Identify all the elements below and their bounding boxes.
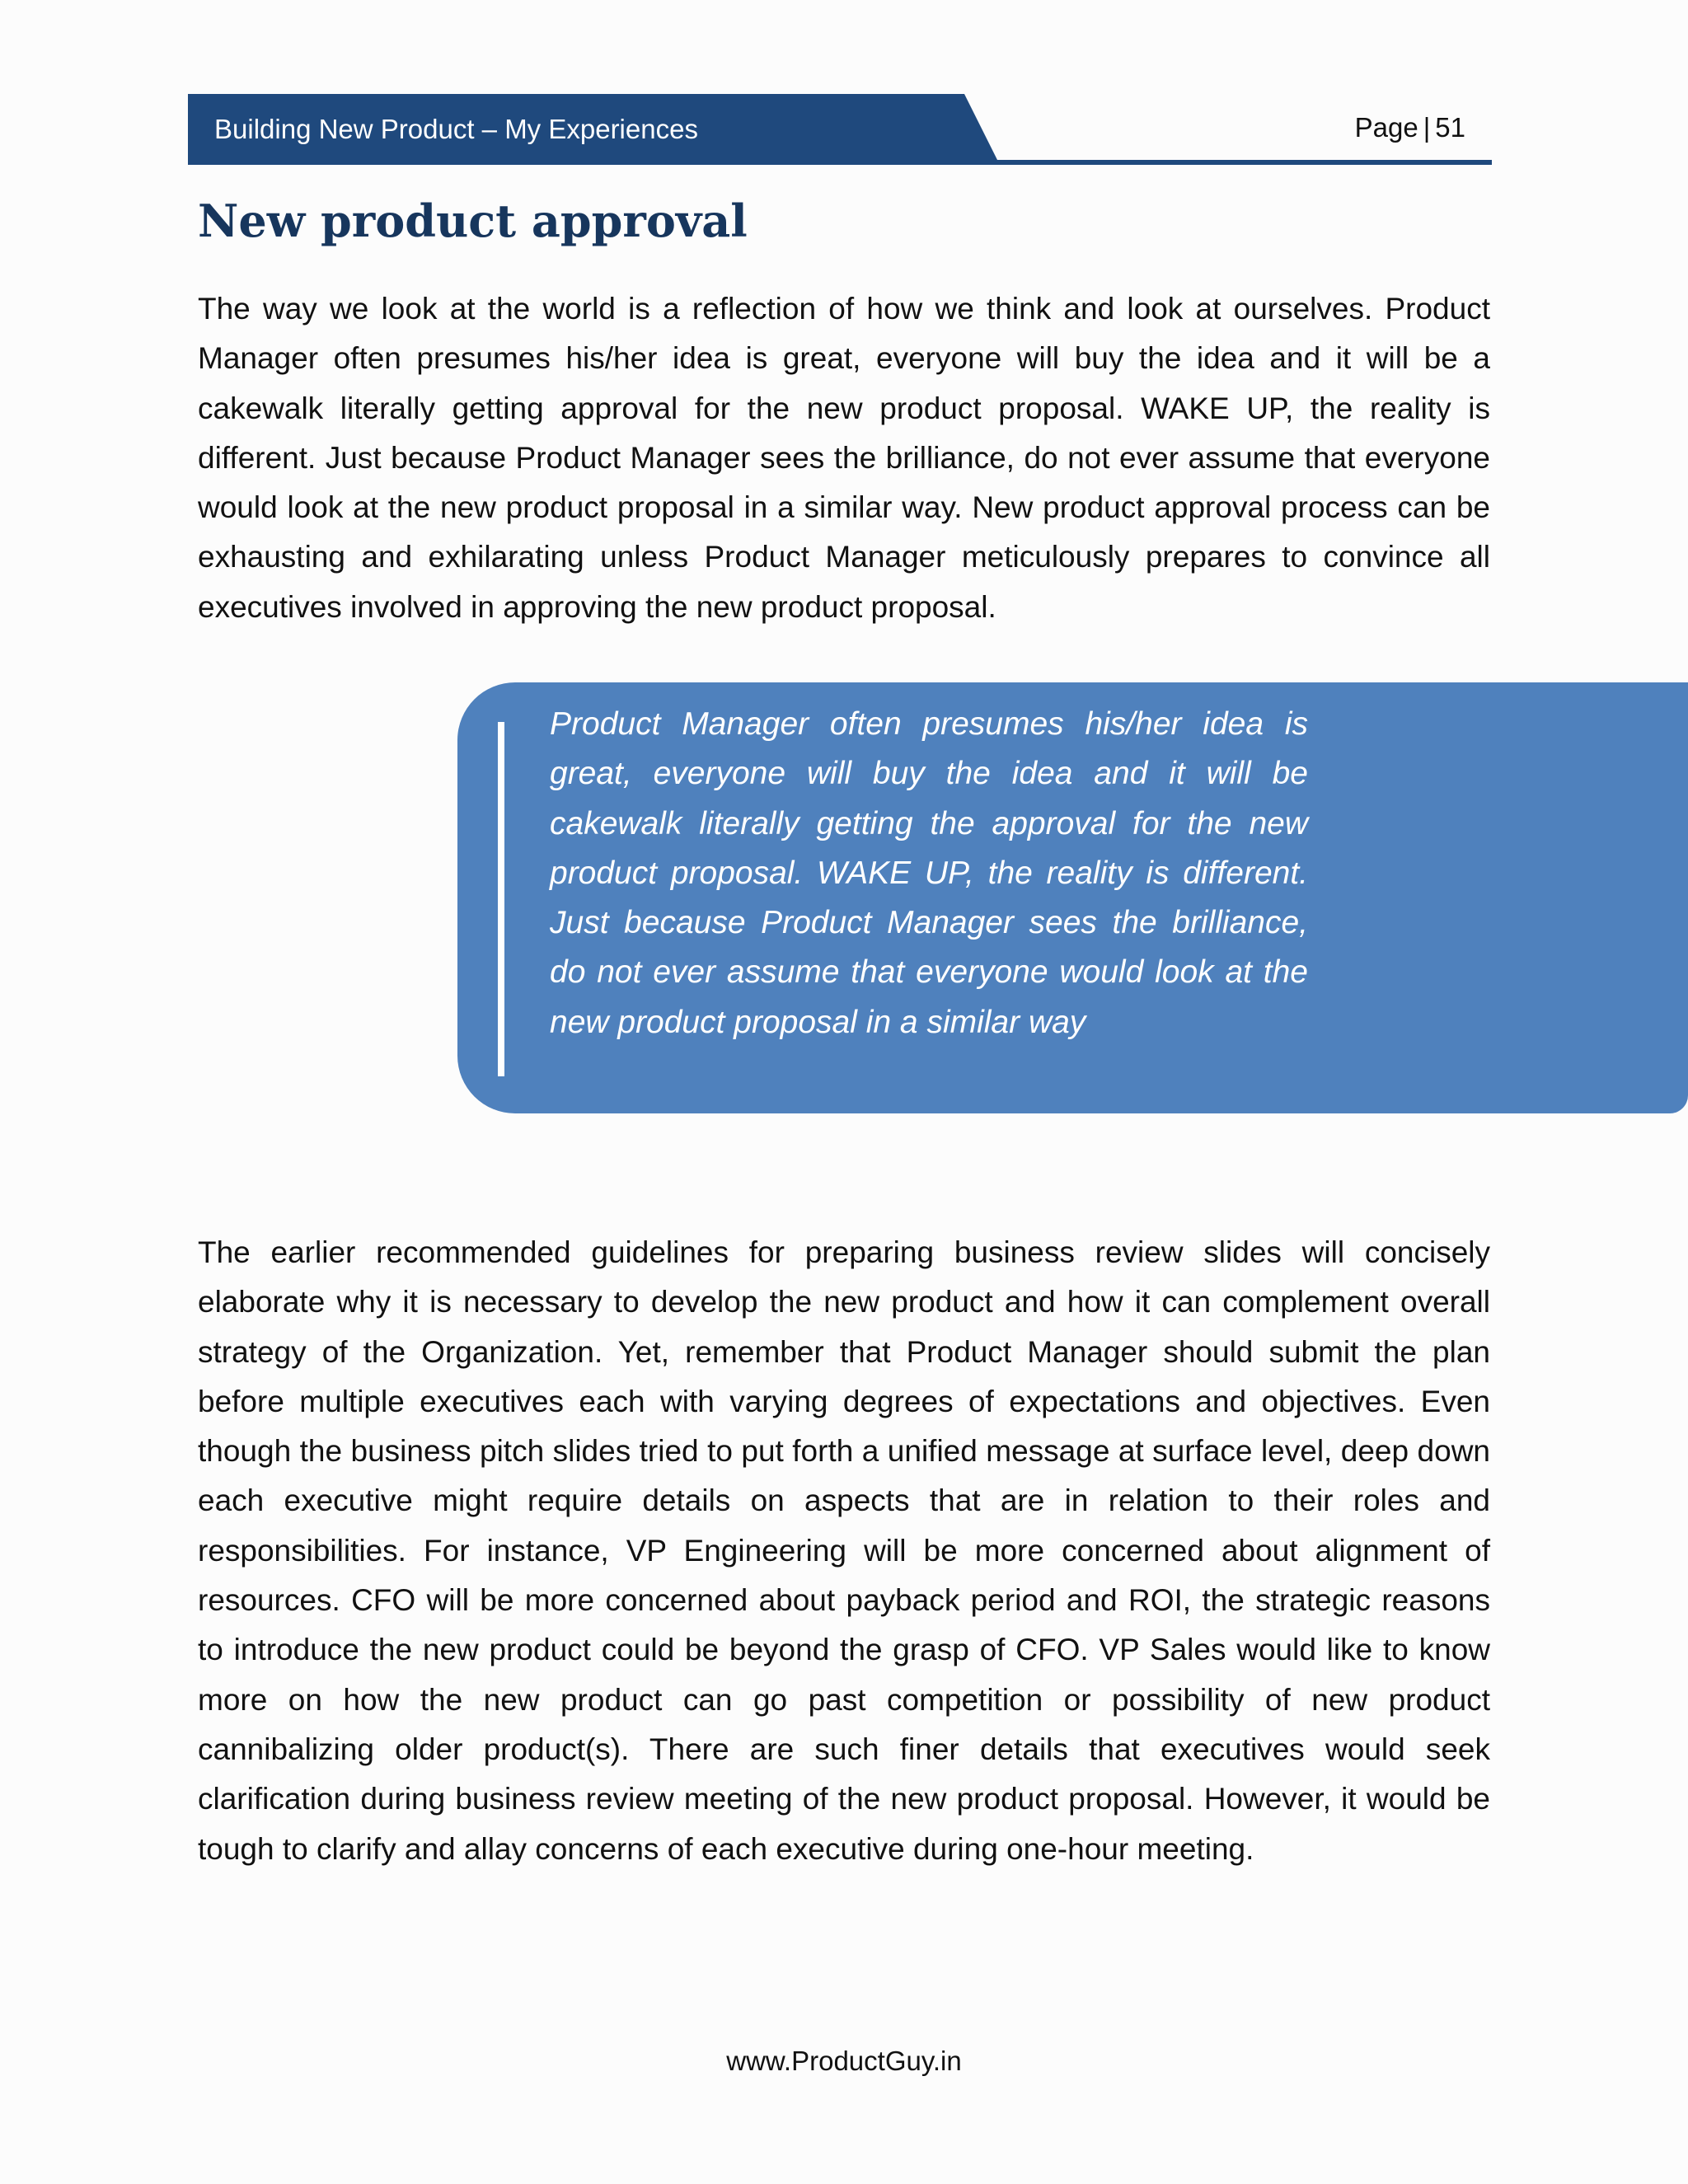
body-paragraph-2: The earlier recommended guidelines for preparing business review slides will concisely elaborate why it is necessary to develop the new product and how it can complement overall strategy of the Organization. Yet, remember that Product Manager should submit the plan before multiple executives each with varying degrees of expectations and objectives. Even though the business pitch slides tried to put forth a unified message at surface level, deep down each executive might require details on aspects that are in relation to their roles and responsibilities. For instance, VP Engineering will be more concerned about alignment of resources. CFO will be more concerned about payback period and ROI, the strategic reasons to introduce the new product could be beyond the grasp of CFO. VP Sales would like to know more on how the new product can go past competition or possibility of new product cannibalizing older product(s). There are such finer details that executives would seek clarification during business review meeting of the new product proposal. However, it would be tough to clarify and allay concerns of each executive during one-hour meeting. bbox=[198, 1235, 1490, 1866]
page-separator: | bbox=[1423, 112, 1431, 143]
pull-quote-text: Product Manager often presumes his/her idea is great, everyone will buy the idea and it will be cakewalk literally getting the approval for the new product proposal. WAKE UP, the reality is different. Just because Product Manager sees the brilliance, do not ever assume that everyone would look at the new product proposal in a similar way bbox=[550, 706, 1308, 1040]
footer-url: www.ProductGuy.in bbox=[726, 2046, 962, 2076]
pull-quote-bar bbox=[498, 722, 504, 1076]
header-rule bbox=[188, 160, 1492, 165]
body-paragraph-1: The way we look at the world is a reflection of how we think and look at ourselves. Product Manager often presumes his/her idea is great, everyone will buy the idea and it will be a cakewalk literally getting approval for the new product proposal. WAKE UP, the reality is different. Just because Product Manager sees the brilliance, do not ever assume that everyone would look at the new product proposal in a similar way. New product approval process can be exhausting and exhilarating unless Product Manager meticulously prepares to convince all executives involved in approving the new product proposal. bbox=[198, 292, 1490, 624]
page-title: New product approval bbox=[198, 194, 748, 247]
header-title: Building New Product – My Experiences bbox=[214, 114, 698, 144]
page-number: 51 bbox=[1435, 112, 1465, 143]
page-header bbox=[188, 94, 1492, 166]
pull-quote bbox=[457, 682, 1688, 1113]
page-number-label bbox=[1355, 110, 1465, 145]
page-label: Page bbox=[1354, 112, 1418, 143]
